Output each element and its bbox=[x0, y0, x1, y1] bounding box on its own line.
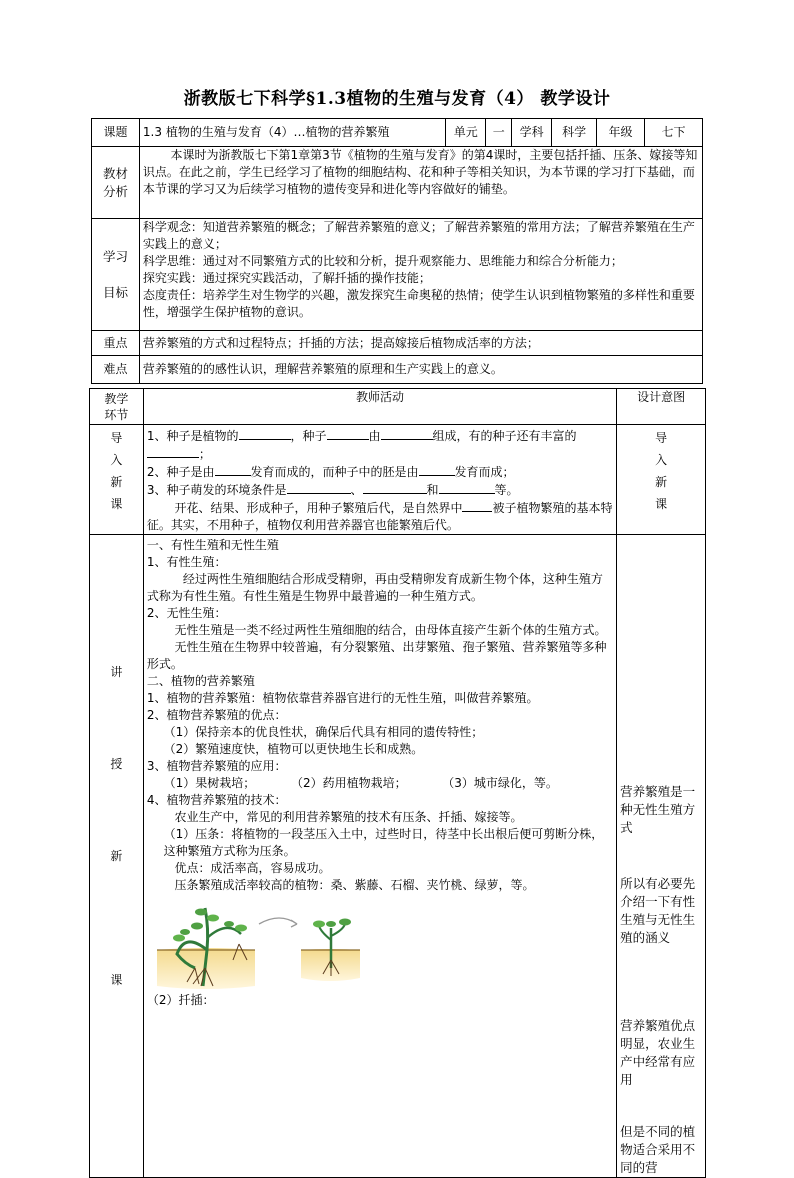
lecture-stage-char: 讲 bbox=[110, 665, 123, 679]
intro-intent-char: 新 bbox=[655, 475, 668, 489]
intent-header: 设计意图 bbox=[617, 389, 706, 425]
intro-row bbox=[90, 425, 706, 535]
paragraph: 无性生殖是一类不经过两性生殖细胞的结合，由母体直接产生新个体的生殖方式。 bbox=[174, 623, 607, 637]
analysis-label-2: 分析 bbox=[102, 183, 128, 199]
paragraph: （1）压条：将植物的一段茎压入土中，过些时日，待茎中长出根后便可剪断分株，这种繁殖方式称为压条。 bbox=[163, 827, 604, 858]
subsection-heading: （2）扦插： bbox=[146, 993, 215, 1007]
process-table bbox=[89, 388, 706, 1178]
teacher-header: 教师活动 bbox=[143, 389, 616, 425]
analysis-label-1: 教材 bbox=[102, 165, 128, 181]
difficulties-row bbox=[92, 356, 703, 384]
intro-paragraph bbox=[147, 499, 613, 534]
intro-stage-char: 导 bbox=[110, 431, 123, 445]
subsection-heading: 1、植物的营养繁殖：植物依靠营养器官进行的无性生殖，叫做营养繁殖。 bbox=[146, 691, 539, 705]
paragraph: 无性生殖在生物界中较普遍，有分裂繁殖、出芽繁殖、孢子繁殖、营养繁殖等多种形式。 bbox=[146, 640, 607, 671]
text: 2、种子是由 bbox=[146, 465, 215, 479]
intro-q3 bbox=[147, 481, 613, 499]
subject-value: 科学 bbox=[552, 119, 597, 147]
text: ； bbox=[198, 447, 211, 461]
intent-note: 营养繁殖优点明显，农业生产中经常有应用 bbox=[620, 1018, 696, 1087]
subsection-heading: 3、植物营养繁殖的应用： bbox=[146, 759, 287, 773]
lecture-stage-char: 新 bbox=[110, 849, 123, 863]
text: 发育而成的，而种子中的胚是由 bbox=[250, 465, 419, 479]
intro-q2 bbox=[147, 463, 613, 481]
intent-note: 所以有必要先介绍一下有性生殖与无性生殖的涵义 bbox=[620, 876, 696, 945]
goal-line: 科学观念：知道营养繁殖的概念；了解营养繁殖的意义；了解营养繁殖的常用方法；了解营养繁殖在生产实践上的意义； bbox=[142, 220, 695, 251]
layering-illustration bbox=[155, 898, 395, 990]
list-item: （2）繁殖速度快，植物可以更快地生长和成熟。 bbox=[163, 742, 424, 756]
intro-stage bbox=[90, 425, 144, 535]
paragraph: 经过两性生殖细胞结合形成受精卵，再由受精卵发育成新生物个体，这种生殖方式称为有性生殖。有性生殖是生物界中最普遍的一种生殖方式。 bbox=[146, 572, 603, 603]
lecture-intent bbox=[617, 535, 706, 1178]
application-list bbox=[147, 775, 613, 792]
paragraph: 优点：成活率高，容易成功。 bbox=[174, 861, 331, 875]
subsection-heading: 2、无性生殖： bbox=[146, 606, 227, 620]
goals-label-1: 学习 bbox=[102, 248, 128, 264]
text: 开花、结果、形成种子，用种子繁殖后代，是自然界中 bbox=[174, 501, 463, 515]
goals-text bbox=[139, 219, 702, 331]
list-item: （2）药用植物栽培； bbox=[290, 776, 407, 790]
text: 等。 bbox=[494, 483, 519, 497]
goal-line: 探究实践：通过探究实践活动，了解扦插的操作技能； bbox=[142, 271, 431, 285]
process-header-row bbox=[90, 389, 706, 425]
list-item: （1）果树栽培； bbox=[163, 776, 256, 790]
intent-note: 营养繁殖是一种无性生殖方式 bbox=[620, 784, 696, 835]
lecture-stage-char: 课 bbox=[110, 973, 123, 987]
list-item: （3）城市绿化，等。 bbox=[442, 776, 558, 790]
difficulties-label: 难点 bbox=[92, 356, 140, 384]
text: 发育而成； bbox=[454, 465, 515, 479]
unit-label: 单元 bbox=[446, 119, 486, 147]
key-points-label: 重点 bbox=[92, 331, 140, 356]
grade-value: 七下 bbox=[645, 119, 703, 147]
grade-label: 年级 bbox=[597, 119, 645, 147]
intro-intent-char: 导 bbox=[655, 431, 668, 445]
key-points-text: 营养繁殖的方式和过程特点；扦插的方法；提高嫁接后植物成活率的方法； bbox=[139, 331, 702, 356]
intro-stage-char: 新 bbox=[110, 475, 123, 489]
analysis-paragraph: 本课时为浙教版七下第1章第3节《植物的生殖与发育》的第4课时，主要包括扦插、压条、嫁接等知识点。在此之前，学生已经学习了植物的细胞结构、花和种子等相关知识，为本节课的学习打下基础，而本节课的学习又为后续学习植物的遗传变异和进化等内容做好的铺垫。 bbox=[142, 148, 698, 196]
text: 3、种子萌发的环境条件是 bbox=[146, 483, 287, 497]
course-label: 课题 bbox=[92, 119, 140, 147]
difficulties-text: 营养繁殖的的感性认识，理解营养繁殖的原理和生产实践上的意义。 bbox=[139, 356, 702, 384]
goal-line: 态度责任：培养学生对生物学的兴趣，激发探究生命奥秘的热情；使学生认识到植物繁殖的多样性和重要性，增强学生保护植物的意识。 bbox=[142, 288, 695, 319]
text: 组成，有的种子还有丰富的 bbox=[432, 429, 577, 443]
analysis-label bbox=[92, 147, 140, 219]
subsection-heading: 2、植物营养繁殖的优点： bbox=[146, 708, 287, 722]
lecture-stage bbox=[90, 535, 144, 1178]
key-points-row bbox=[92, 331, 703, 356]
intro-intent-char: 课 bbox=[655, 497, 668, 511]
intro-intent bbox=[617, 425, 706, 535]
lecture-stage-char: 授 bbox=[110, 757, 123, 771]
goals-row bbox=[92, 219, 703, 331]
info-table bbox=[91, 118, 703, 384]
stage-header-2: 环节 bbox=[104, 407, 129, 422]
unit-value: 一 bbox=[486, 119, 512, 147]
intro-activity bbox=[143, 425, 616, 535]
text: ，种子 bbox=[290, 429, 327, 443]
intro-stage-char: 入 bbox=[110, 453, 123, 467]
text: 由 bbox=[368, 429, 381, 443]
intro-stage-char: 课 bbox=[110, 497, 123, 511]
stage-header-1: 教学 bbox=[104, 391, 129, 406]
text: 1、种子是植物的 bbox=[146, 429, 239, 443]
goals-label-2: 目标 bbox=[102, 284, 128, 300]
analysis-text bbox=[139, 147, 702, 219]
lecture-activity bbox=[143, 535, 616, 1178]
goal-line: 科学思维：通过对不同繁殖方式的比较和分析，提升观察能力、思维能力和综合分析能力； bbox=[142, 254, 623, 268]
analysis-row bbox=[92, 147, 703, 219]
text: 被子植物繁殖的基本特征。其实，不用种子，植物仅利用营养器官也能繁殖后代。 bbox=[146, 501, 613, 532]
course-row bbox=[92, 119, 703, 147]
paragraph: 压条繁殖成活率较高的植物：桑、紫藤、石榴、夹竹桃、绿萝，等。 bbox=[174, 878, 535, 892]
goals-label bbox=[92, 219, 140, 331]
intro-q1 bbox=[147, 427, 613, 463]
section-heading: 一、有性生殖和无性生殖 bbox=[146, 538, 279, 552]
stage-header bbox=[90, 389, 144, 425]
document-title: 浙教版七下科学§1.3植物的生殖与发育（4） 教学设计 bbox=[183, 89, 611, 109]
intent-note: 但是不同的植物适合采用不同的营 bbox=[620, 1124, 696, 1175]
lecture-row bbox=[90, 535, 706, 1178]
text: 和 bbox=[426, 483, 439, 497]
course-value: 1.3 植物的生殖与发育（4）…植物的营养繁殖 bbox=[139, 119, 445, 147]
text: 、 bbox=[350, 483, 363, 497]
section-heading: 二、植物的营养繁殖 bbox=[146, 674, 255, 688]
list-item: （1）保持亲本的优良性状，确保后代具有相同的遗传特性； bbox=[163, 725, 484, 739]
intro-intent-char: 入 bbox=[655, 453, 668, 467]
subject-label: 学科 bbox=[512, 119, 552, 147]
subsection-heading: 4、植物营养繁殖的技术： bbox=[146, 793, 287, 807]
paragraph: 农业生产中，常见的利用营养繁殖的技术有压条、扦插、嫁接等。 bbox=[174, 810, 523, 824]
subsection-heading: 1、有性生殖： bbox=[146, 555, 227, 569]
